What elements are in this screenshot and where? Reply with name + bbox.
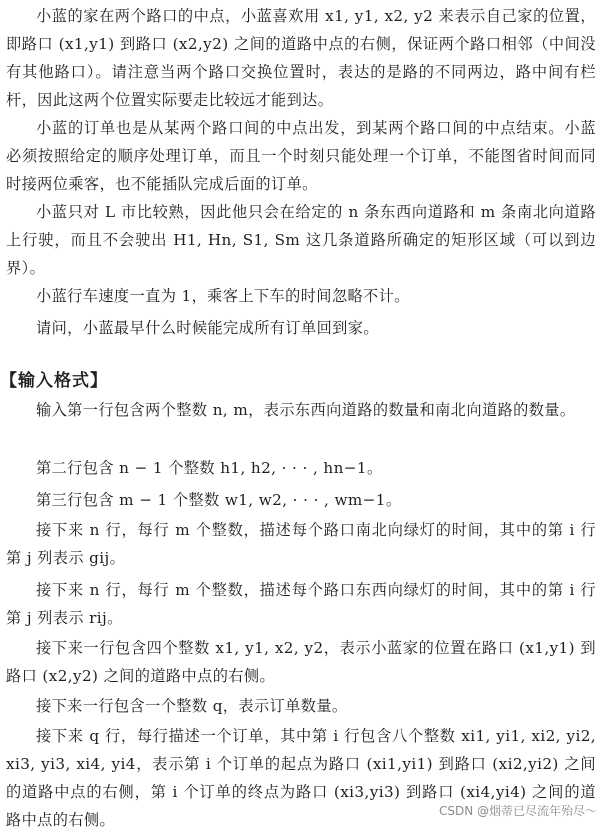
paragraph-input-q: 接下来一行包含一个整数 q，表示订单数量。 — [36, 697, 348, 715]
paragraph-input-line1: 输入第一行包含两个整数 n, m，表示东西向道路的数量和南北向道路的数量。 — [36, 401, 576, 419]
paragraph-input-line2: 第二行包含 n − 1 个整数 h1, h2, · · · , hn−1。 — [36, 459, 383, 477]
paragraph-speed: 小蓝行车速度一直为 1，乘客上下车的时间忽略不计。 — [36, 287, 410, 305]
paragraph-input-green-ew: 接下来 n 行，每行 m 个整数，描述每个路口东西向绿灯的时间，其中的第 i 行第 j 列表示 rij。 — [6, 581, 596, 627]
section-heading-input-format: 【输入格式】 — [0, 371, 108, 391]
paragraph-input-line3: 第三行包含 m − 1 个整数 w1, w2, · · · , wm−1。 — [36, 491, 402, 509]
paragraph-home-location: 小蓝的家在两个路口的中点，小蓝喜欢用 x1, y1, x2, y2 来表示自己家的位置，即路口 (x1,y1) 到路口 (x2,y2) 之间的道路中点的右侧，保证两个路口相邻（中间没有其他路口）。请注意当两个路口交换位置时，表达的是路的不同两边，路中间有栏杆，因此这两个位置实际要走比较远才能到达。 — [6, 7, 596, 109]
csdn-watermark: CSDN @烟蒂已尽流年殆尽～ — [438, 804, 597, 818]
paragraph-question: 请问，小蓝最早什么时候能完成所有订单回到家。 — [36, 319, 379, 337]
paragraph-orders: 小蓝的订单也是从某两个路口间的中点出发，到某两个路口间的中点结束。小蓝必须按照给定的顺序处理订单，而且一个时刻只能处理一个订单，不能图省时间而同时接两位乘客，也不能插队完成后面的订单。 — [6, 119, 596, 193]
paragraph-roads: 小蓝只对 L 市比较熟，因此他只会在给定的 n 条东西向道路和 m 条南北向道路上行驶，而且不会驶出 H1, Hn, S1, Sm 这几条道路所确定的矩形区域（可以到边界）。 — [6, 203, 596, 277]
paragraph-input-orders: 接下来 q 行，每行描述一个订单，其中第 i 行包含八个整数 xi1, yi1, xi2, yi2, xi3, yi3, xi4, yi4，表示第 i 个订单的起点为路口 (xi1,yi1) 到路口 (xi2,yi2) 之间的道路中点的右侧，第 i 个订单的终点为路口 (xi3,yi3) 到路口 (xi4,yi4) 之间的道路中点的右侧。 — [6, 727, 596, 829]
paragraph-input-home: 接下来一行包含四个整数 x1, y1, x2, y2，表示小蓝家的位置在路口 (x1,y1) 到路口 (x2,y2) 之间的道路中点的右侧。 — [6, 639, 596, 685]
paragraph-input-green-ns: 接下来 n 行，每行 m 个整数，描述每个路口南北向绿灯的时间，其中的第 i 行第 j 列表示 gij。 — [6, 521, 596, 567]
